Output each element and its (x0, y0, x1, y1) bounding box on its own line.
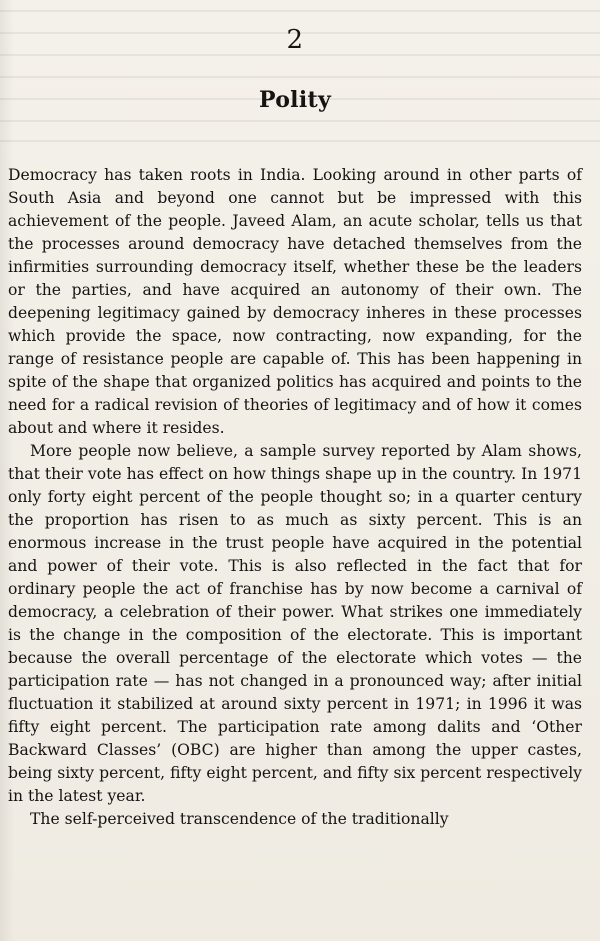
chapter-number: 2 (286, 25, 304, 55)
paragraph-3: The self-perceived transcendence of the traditionally (30, 810, 449, 828)
chapter-title: Polity (258, 87, 332, 113)
body-text (8, 164, 582, 831)
paragraph-2: More people now believe, a sample survey reported by Alam shows, that their vote has effect on how things shape up in the country. In 1971 only forty eight percent of the people thought so; in a quarter century the proportion has risen to as much as sixty percent. This is an enormous increase in the trust people have acquired in the potential and power of their vote. This is also reflected in the fact that for ordinary people the act of franchise has by now become a carnival of democracy, a celebration of their power. What strikes one immediately is the change in the composition of the electorate. This is important because the overall percentage of the electorate which votes — the participation rate — has not changed in a pronounced way; after initial fluctuation it stabilized at around sixty percent in 1971; in 1996 it was fifty eight percent. The participation rate among dalits and ‘Other Backward Classes’ (OBC) are higher than among the upper castes, being sixty percent, fifty eight percent, and fifty six percent respectively in the latest year. (8, 442, 582, 805)
paragraph-1: Democracy has taken roots in India. Looking around in other parts of South Asia and beyond one cannot but be impressed with this achievement of the people. Javeed Alam, an acute scholar, tells us that the processes around democracy have detached themselves from the infirmities surrounding democracy itself, whether these be the leaders or the parties, and have acquired an autonomy of their own. The deepening legitimacy gained by democracy inheres in these processes which provide the space, now contracting, now expanding, for the range of resistance people are capable of. This has been happening in spite of the shape that organized politics has acquired and points to the need for a radical revision of theories of legitimacy and of how it comes about and where it resides. (8, 166, 582, 437)
show-through-background (0, 0, 600, 150)
